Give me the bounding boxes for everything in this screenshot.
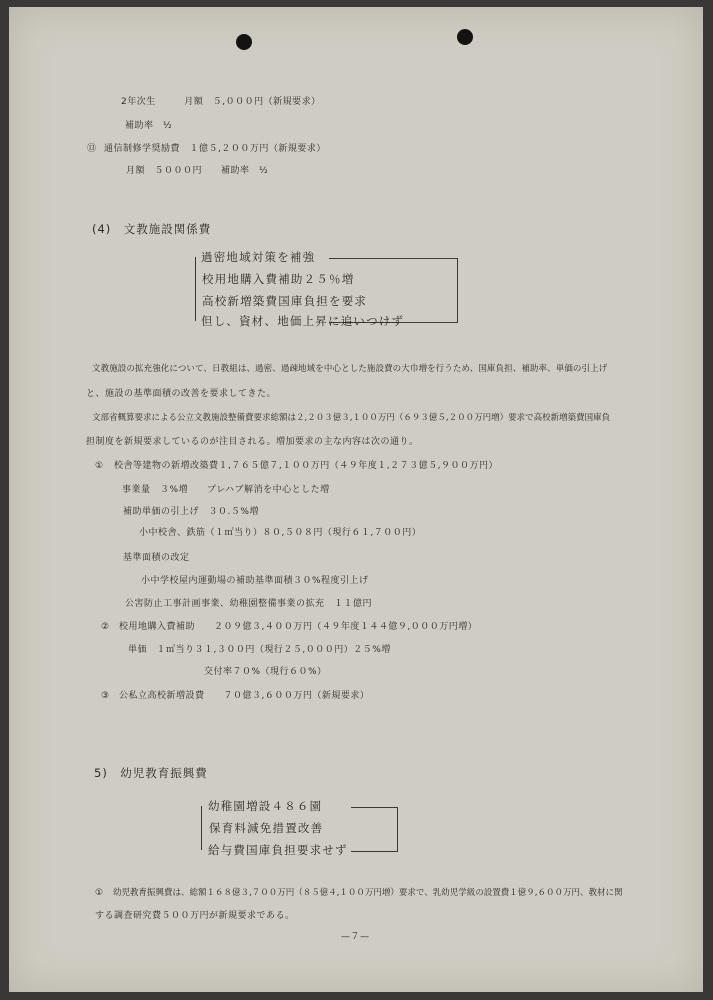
top-line-4: 月額 ５０００円 補助率 ½ bbox=[126, 166, 269, 176]
page-number: —７— bbox=[341, 932, 370, 942]
section4-para2-line-1: 文部省概算要求による公立文教施設整備費要求総額は２,２０３億３,１００万円（６９３億５,２００万円増）要求で高校新増築費国庫負 bbox=[92, 413, 611, 423]
section5-heading: 5) 幼児教育振興費 bbox=[94, 766, 208, 780]
section5-box-line-3: 給与費国庫負担要求せず bbox=[208, 843, 348, 857]
top-line-3: 通信制修学奨励費 １億５,２００万円（新規要求） bbox=[104, 144, 326, 154]
section5-box-line-2: 保育料減免措置改善 bbox=[209, 821, 324, 835]
top-line-3-marker: ⑬ bbox=[87, 144, 97, 154]
section4-item2: 校用地購入費補助 ２０９億３,４００万円（４９年度１４４億９,０００万円増） bbox=[119, 622, 478, 632]
section5-para-line-2: する調査研究費５００万円が新規要求である。 bbox=[95, 911, 295, 921]
section4-para1-line-1: 文教施設の拡充強化について、日教組は、過密、過疎地域を中心とした施設費の大巾増を行うため、国庫負担、補助率、単価の引上げ bbox=[92, 364, 608, 374]
section4-item3-marker: ③ bbox=[101, 691, 110, 701]
section4-item1: 校舎等建物の新増改築費１,７６５億７,１００万円（４９年度１,２７３億５,９００万円） bbox=[114, 461, 498, 471]
section4-item1-sub4: 基準面積の改定 bbox=[123, 553, 190, 563]
section5-box-bracket bbox=[351, 807, 398, 852]
section4-item1-sub3: 小中校舎、鉄筋（１㎡当り）８０,５０８円（現行６１,７００円） bbox=[139, 528, 422, 538]
section5-box-line-1: 幼稚園増設４８６園 bbox=[208, 799, 323, 813]
punch-hole-right bbox=[457, 29, 473, 45]
section4-item1-sub2: 補助単価の引上げ ３０.５%増 bbox=[123, 507, 259, 517]
section4-heading: (4) 文教施設関係費 bbox=[92, 222, 212, 236]
section4-para1-line-2: と、施設の基準面積の改善を要求してきた。 bbox=[86, 389, 277, 399]
punch-hole-left bbox=[236, 34, 252, 50]
section4-box-line-1: 過密地域対策を補強 bbox=[201, 250, 316, 264]
section4-item2-marker: ② bbox=[101, 622, 110, 632]
section5-item1-marker: ① bbox=[95, 888, 104, 898]
section4-box-line-4: 但し、資材、地価上昇に追いつけず bbox=[201, 314, 405, 328]
section4-item2-sub2: 交付率７０%（現行６０%） bbox=[204, 667, 327, 677]
section4-item3: 公私立高校新増設費 ７０億３,６００万円（新規要求） bbox=[119, 691, 370, 701]
section4-item2-sub1: 単価 １㎡当り３１,３００円（現行２５,０００円）２５%増 bbox=[128, 645, 391, 655]
section5-box-left-rule bbox=[201, 806, 202, 850]
top-line-1: 2年次生 月額 ５,０００円（新規要求） bbox=[121, 97, 321, 107]
section4-item1-sub6: 公害防止工事計画事業、幼稚園整備事業の拡充 １１億円 bbox=[125, 599, 373, 609]
section4-item1-sub5: 小中学校屋内運動場の補助基準面積３０%程度引上げ bbox=[141, 576, 369, 586]
section5-para-line-1: 幼児教育振興費は、総額１６８億３,７００万円（８５億４,１００万円増）要求で、乳幼児学級の設置費１億９,６００万円、教材に関 bbox=[113, 888, 623, 898]
document-page bbox=[9, 7, 703, 992]
section4-item1-marker: ① bbox=[95, 461, 104, 471]
top-line-2: 補助率 ½ bbox=[125, 121, 173, 131]
section4-box-line-2: 校用地購入費補助２５％増 bbox=[202, 272, 355, 286]
section4-box-left-rule bbox=[195, 257, 196, 321]
section4-para2-line-2: 担制度を新規要求しているのが注目される。増加要求の主な内容は次の通り。 bbox=[86, 437, 419, 447]
section4-box-line-3: 高校新増築費国庫負担を要求 bbox=[202, 294, 368, 308]
section4-item1-sub1: 事業量 ３%増 プレハブ解消を中心とした増 bbox=[122, 485, 330, 495]
